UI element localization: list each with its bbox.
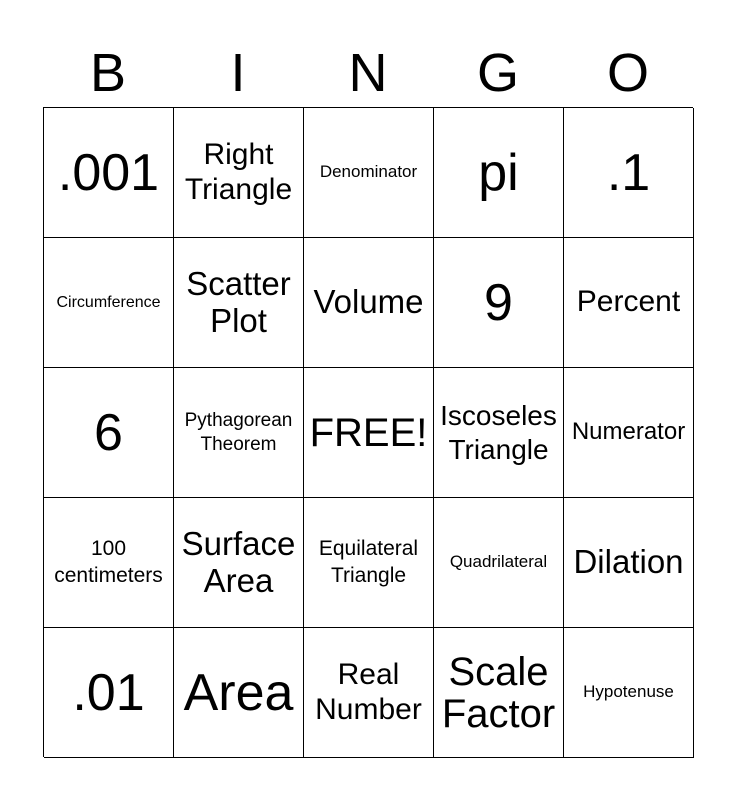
- bingo-cell[interactable]: 6: [44, 368, 174, 498]
- bingo-cell[interactable]: Pythagorean Theorem: [174, 368, 304, 498]
- header-letter-o: O: [606, 43, 649, 103]
- header-letter-n: N: [348, 43, 388, 103]
- header-letter-i: I: [230, 43, 246, 103]
- bingo-cell[interactable]: Percent: [564, 238, 694, 368]
- bingo-cell[interactable]: Circumference: [44, 238, 174, 368]
- bingo-cell[interactable]: Scatter Plot: [174, 238, 304, 368]
- bingo-header: [43, 40, 693, 106]
- bingo-board: [43, 107, 693, 757]
- bingo-cell[interactable]: .001: [44, 108, 174, 238]
- header-letter-b: B: [89, 43, 127, 103]
- bingo-cell[interactable]: Area: [174, 628, 304, 758]
- bingo-cell[interactable]: Surface Area: [174, 498, 304, 628]
- bingo-cell[interactable]: Dilation: [564, 498, 694, 628]
- bingo-cell[interactable]: 100 centimeters: [44, 498, 174, 628]
- bingo-cell[interactable]: .01: [44, 628, 174, 758]
- bingo-cell[interactable]: Hypotenuse: [564, 628, 694, 758]
- bingo-cell[interactable]: Scale Factor: [434, 628, 564, 758]
- bingo-cell[interactable]: pi: [434, 108, 564, 238]
- bingo-cell[interactable]: Equilateral Triangle: [304, 498, 434, 628]
- bingo-cell[interactable]: Real Number: [304, 628, 434, 758]
- bingo-cell[interactable]: Denominator: [304, 108, 434, 238]
- bingo-cell[interactable]: Iscoseles Triangle: [434, 368, 564, 498]
- bingo-cell[interactable]: Volume: [304, 238, 434, 368]
- header-letter-g: G: [476, 43, 519, 103]
- bingo-cell[interactable]: Quadrilateral: [434, 498, 564, 628]
- bingo-cell[interactable]: .1: [564, 108, 694, 238]
- bingo-cell[interactable]: Right Triangle: [174, 108, 304, 238]
- bingo-cell[interactable]: Numerator: [564, 368, 694, 498]
- bingo-cell[interactable]: 9: [434, 238, 564, 368]
- free-space[interactable]: FREE!: [304, 368, 434, 498]
